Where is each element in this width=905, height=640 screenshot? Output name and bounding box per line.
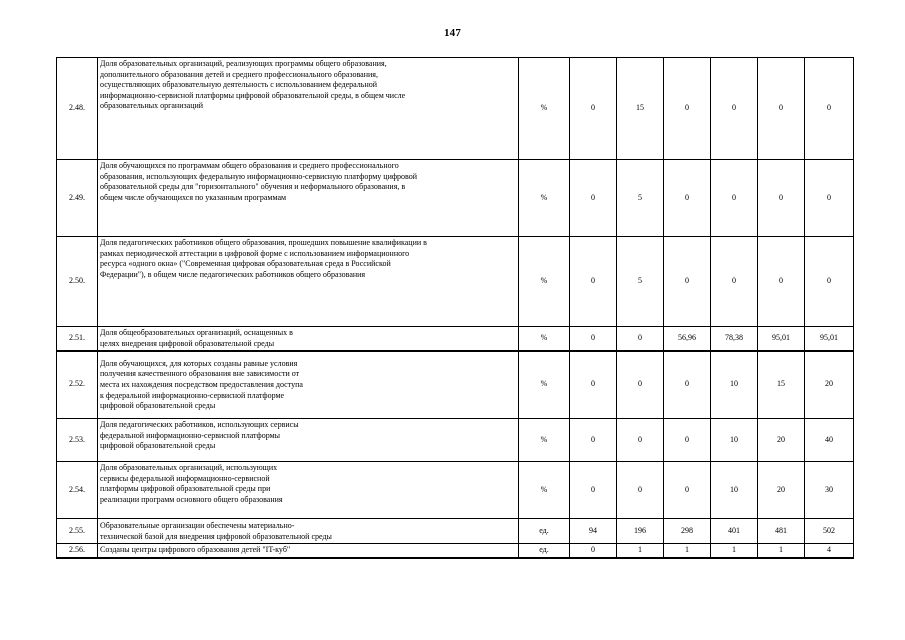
description-line: к федеральной информационно-сервисной платформе xyxy=(100,390,285,400)
table-row xyxy=(57,327,854,351)
unit-cell: % xyxy=(519,462,570,519)
description-line: Образовательные организации обеспечены материально- xyxy=(100,520,295,530)
value-cell: 0 xyxy=(711,160,758,237)
row-number: 2.53. xyxy=(57,419,98,462)
value-cell: 0 xyxy=(617,351,664,419)
value-cell: 1 xyxy=(711,544,758,558)
value-cell: 10 xyxy=(711,419,758,462)
description-line: Доля обучающихся по программам общего образования и среднего профессионального xyxy=(100,161,399,170)
description-line: цифровой образовательной среды xyxy=(100,401,216,411)
description-line: рамках периодической аттестации в цифровой форме с использованием информационного xyxy=(100,248,410,258)
row-number: 2.52. xyxy=(57,351,98,419)
value-cell: 0 xyxy=(805,237,854,327)
description-line: Федерации"), в общем числе педагогических работников общего образования xyxy=(100,269,366,279)
description-line: Доля образовательных организаций, реализующих программы общего образования, xyxy=(100,59,387,68)
value-cell: 0 xyxy=(664,462,711,519)
table-row xyxy=(57,462,854,519)
indicator-description xyxy=(98,327,519,351)
description-line: целях внедрения цифровой образовательной среды xyxy=(100,338,275,348)
description-line: общем числе обучающихся по указанным программам xyxy=(100,192,287,202)
unit-cell: % xyxy=(519,160,570,237)
table-row xyxy=(57,544,854,558)
row-number: 2.50. xyxy=(57,237,98,327)
indicators-table xyxy=(56,57,854,559)
value-cell: 20 xyxy=(805,351,854,419)
indicator-description xyxy=(98,237,519,327)
value-cell: 78,38 xyxy=(711,327,758,351)
value-cell: 0 xyxy=(570,58,617,160)
value-cell: 481 xyxy=(758,519,805,544)
value-cell: 502 xyxy=(805,519,854,544)
value-cell: 0 xyxy=(805,58,854,160)
value-cell: 1 xyxy=(617,544,664,558)
indicator-description xyxy=(98,544,519,558)
value-cell: 0 xyxy=(711,58,758,160)
value-cell: 0 xyxy=(570,327,617,351)
indicator-description xyxy=(98,160,519,237)
description-line: ресурса «одного окна» ("Современная цифровая образовательная среда в Российской xyxy=(100,259,391,269)
value-cell: 0 xyxy=(758,237,805,327)
row-number: 2.51. xyxy=(57,327,98,351)
value-cell: 0 xyxy=(570,544,617,558)
description-line: Доля общеобразовательных организаций, оснащенных в xyxy=(100,328,293,338)
description-line: Доля образовательных организаций, использующих xyxy=(100,463,278,472)
value-cell: 0 xyxy=(617,419,664,462)
value-cell: 0 xyxy=(664,237,711,327)
row-number: 2.56. xyxy=(57,544,98,558)
value-cell: 0 xyxy=(570,351,617,419)
value-cell: 0 xyxy=(617,462,664,519)
description-line: дополнительного образования детей и среднего профессионального образования, xyxy=(100,69,378,79)
indicator-description xyxy=(98,419,519,462)
value-cell: 0 xyxy=(570,462,617,519)
description-line: информационно-сервисной платформы цифровой образовательной среды, в общем числе xyxy=(100,90,406,100)
value-cell: 95,01 xyxy=(758,327,805,351)
description-line: получения качественного образования вне зависимости от xyxy=(100,369,300,379)
description-line: образовательной среды для "горизонтального" обучения и неформального образования, в xyxy=(100,182,406,192)
value-cell: 0 xyxy=(758,58,805,160)
description-line: места их нахождения посредством предоставления доступа xyxy=(100,379,303,389)
value-cell: 20 xyxy=(758,419,805,462)
value-cell: 0 xyxy=(758,160,805,237)
indicator-description xyxy=(98,462,519,519)
table-body xyxy=(57,58,854,558)
value-cell: 56,96 xyxy=(664,327,711,351)
row-number: 2.48. xyxy=(57,58,98,160)
row-number: 2.54. xyxy=(57,462,98,519)
value-cell: 0 xyxy=(664,419,711,462)
description-line: осуществляющих образовательную деятельность с использованием федеральной xyxy=(100,80,378,90)
value-cell: 0 xyxy=(805,160,854,237)
value-cell: 0 xyxy=(664,58,711,160)
value-cell: 0 xyxy=(664,351,711,419)
value-cell: 0 xyxy=(664,160,711,237)
value-cell: 4 xyxy=(805,544,854,558)
table-row xyxy=(57,237,854,327)
table-row xyxy=(57,160,854,237)
value-cell: 401 xyxy=(711,519,758,544)
unit-cell: ед. xyxy=(519,519,570,544)
value-cell: 40 xyxy=(805,419,854,462)
value-cell: 1 xyxy=(664,544,711,558)
value-cell: 1 xyxy=(758,544,805,558)
description-line: цифровой образовательной среды xyxy=(100,441,216,451)
description-line: образования, использующих федеральную информационно-сервисную платформу цифровой xyxy=(100,171,418,181)
description-line: Созданы центры цифрового образования детей "IT-куб" xyxy=(100,545,291,554)
value-cell: 94 xyxy=(570,519,617,544)
table-row xyxy=(57,58,854,160)
row-number: 2.55. xyxy=(57,519,98,544)
description-line: Доля педагогических работников общего образования, прошедших повышение квалификации в xyxy=(100,238,427,247)
value-cell: 15 xyxy=(617,58,664,160)
value-cell: 0 xyxy=(570,419,617,462)
unit-cell: % xyxy=(519,419,570,462)
value-cell: 0 xyxy=(617,327,664,351)
value-cell: 5 xyxy=(617,160,664,237)
unit-cell: % xyxy=(519,327,570,351)
value-cell: 0 xyxy=(570,160,617,237)
description-line: платформы цифровой образовательной среды при xyxy=(100,484,271,494)
unit-cell: % xyxy=(519,351,570,419)
description-line: Доля педагогических работников, использующих сервисы xyxy=(100,420,299,429)
description-line: реализации программ основного общего образования xyxy=(100,494,283,504)
value-cell: 196 xyxy=(617,519,664,544)
table-row xyxy=(57,351,854,419)
unit-cell: % xyxy=(519,58,570,160)
value-cell: 0 xyxy=(570,237,617,327)
row-number: 2.49. xyxy=(57,160,98,237)
description-line: технической базой для внедрения цифровой образовательной среды xyxy=(100,531,332,541)
value-cell: 15 xyxy=(758,351,805,419)
description-line: федеральной информационно-сервисной платформы xyxy=(100,430,281,440)
value-cell: 95,01 xyxy=(805,327,854,351)
unit-cell: ед. xyxy=(519,544,570,558)
value-cell: 20 xyxy=(758,462,805,519)
page-number: 147 xyxy=(443,27,462,39)
unit-cell: % xyxy=(519,237,570,327)
value-cell: 5 xyxy=(617,237,664,327)
description-line: Доля обучающихся, для которых созданы равные условия xyxy=(100,358,298,368)
description-line: сервисы федеральной информационно-сервисной xyxy=(100,473,270,483)
value-cell: 10 xyxy=(711,462,758,519)
value-cell: 10 xyxy=(711,351,758,419)
indicator-description xyxy=(98,351,519,419)
value-cell: 298 xyxy=(664,519,711,544)
indicator-description xyxy=(98,58,519,160)
value-cell: 0 xyxy=(711,237,758,327)
description-line: образовательных организаций xyxy=(100,101,204,111)
indicator-description xyxy=(98,519,519,544)
table-row xyxy=(57,419,854,462)
value-cell: 30 xyxy=(805,462,854,519)
table-row xyxy=(57,519,854,544)
